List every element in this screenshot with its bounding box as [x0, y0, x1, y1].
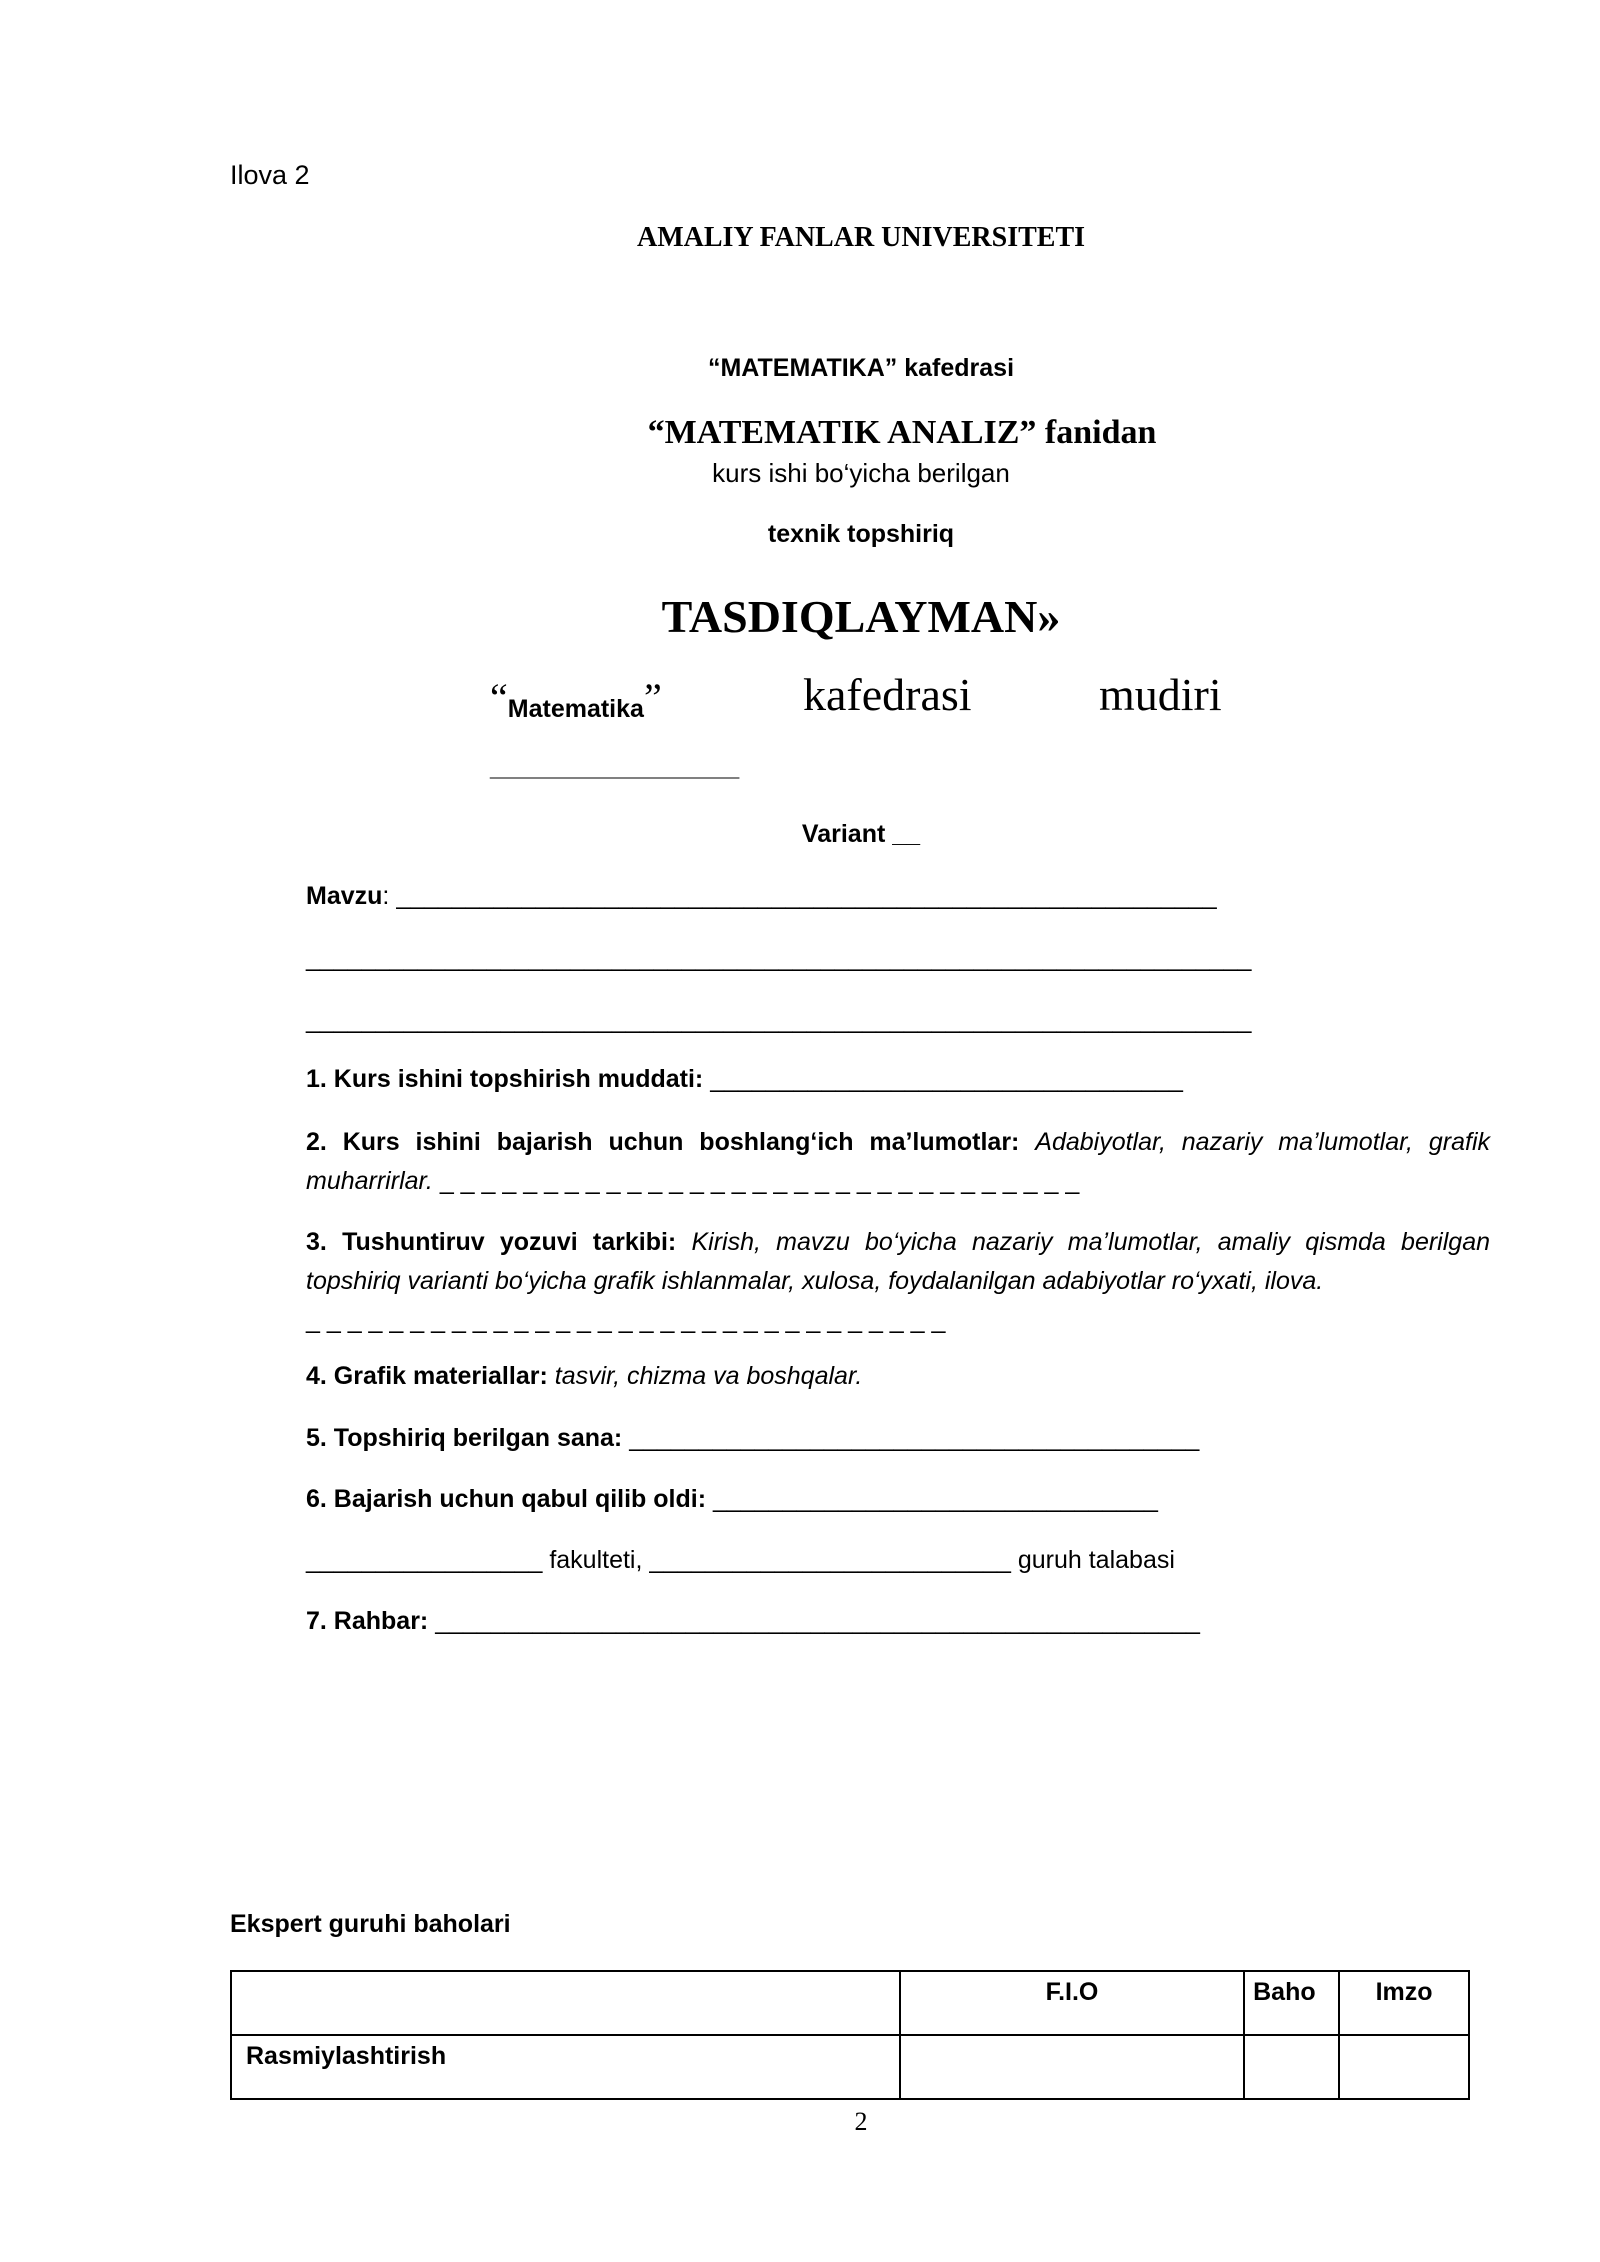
student-line [306, 1546, 1175, 1575]
department-name: Matematika [507, 695, 644, 723]
table-cell [900, 2035, 1244, 2099]
student-faculty-label: fakulteti, [549, 1546, 643, 1574]
table-cell [1339, 2035, 1469, 2099]
topic-blank-1: ___________________________________________________________ [396, 882, 1217, 910]
open-quote: “ [490, 675, 508, 720]
topic-label: Mavzu [306, 882, 383, 910]
experts-table [230, 1970, 1470, 2100]
annex-label: Ilova 2 [230, 160, 310, 190]
table-cell: Rasmiylashtirish [231, 2035, 900, 2099]
item-explanatory-note-blank: _ _ _ _ _ _ _ _ _ _ _ _ _ _ _ _ _ _ _ _ _ _ _ _ _ _ _ _ _ _ _ [306, 1306, 946, 1334]
item-initial-data-blank: _ _ _ _ _ _ _ _ _ _ _ _ _ _ _ _ _ _ _ _ _ _ _ _ _ _ _ _ _ _ _ [439, 1167, 1080, 1195]
topic-blank-3: ____________________________________________________________________ [306, 1006, 1252, 1034]
close-quote: ” [643, 675, 662, 720]
table-cell [1244, 2035, 1339, 2099]
item-explanatory-note [306, 1223, 1490, 1340]
item-supervisor-blank: _______________________________________________________ [435, 1607, 1200, 1635]
item-supervisor-label: 7. Rahbar: [306, 1607, 429, 1635]
item-initial-data [306, 1123, 1490, 1201]
experts-header-cell: Imzo [1339, 1971, 1469, 2035]
item-initial-data-label: 2. Kurs ishini bajarish uchun boshlang‘ich ma’lumotlar: [306, 1128, 1020, 1156]
subject-line: “MATEMATIK ANALIZ” fanidan [647, 414, 1157, 451]
item-issue-date-blank: _________________________________________ [629, 1424, 1200, 1452]
item-explanatory-note-text: Kirish, mavzu bo‘yicha nazariy ma’lumotlar, amaliy qismda berilgan topshiriq varianti bo‘yicha grafik ishlanmalar, xulosa, foydalanilgan adabiyotlar ro‘yxati, ilova. [306, 1228, 1490, 1295]
topic-blank-2: ____________________________________________________________________ [306, 944, 1252, 972]
approve-heading: TASDIQLAYMAN» [661, 591, 1061, 642]
subtitle-technical-task: texnik topshiriq [767, 520, 955, 548]
item-explanatory-note-label: 3. Tushuntiruv yozuvi tarkibi: [306, 1228, 677, 1256]
item-accepted-by [306, 1485, 1158, 1514]
department-head-line [490, 674, 662, 724]
student-group-blank: __________________________ [649, 1546, 1011, 1574]
student-group-label: guruh talabasi [1017, 1546, 1175, 1574]
experts-header-cell [231, 1971, 900, 2035]
subtitle-course-work: kurs ishi bo‘yicha berilgan [712, 458, 1010, 488]
item-deadline-label: 1. Kurs ishini topshirish muddati: [306, 1065, 704, 1093]
department-line: “MATEMATIKA” kafedrasi [707, 354, 1015, 382]
item-issue-date-label: 5. Topshiriq berilgan sana: [306, 1424, 623, 1452]
student-faculty-blank: _________________ [306, 1546, 543, 1574]
experts-header-row [231, 1971, 1469, 2035]
item-initial-data-text: Adabiyotlar, nazariy ma’lumotlar, grafik muharrirlar. [306, 1128, 1491, 1195]
university-name: AMALIY FANLAR UNIVERSITETI [636, 222, 1086, 253]
item-accepted-by-label: 6. Bajarish uchun qabul qilib oldi: [306, 1485, 707, 1513]
page-number: 2 [854, 2107, 868, 2136]
item-deadline-blank: __________________________________ [710, 1065, 1183, 1093]
item-deadline [306, 1065, 1183, 1094]
topic-line [306, 882, 1217, 911]
item-graphic-materials [306, 1362, 862, 1391]
topic-colon: : [382, 882, 390, 910]
experts-header-cell: F.I.O [900, 1971, 1244, 2035]
experts-title: Ekspert guruhi baholari [230, 1910, 511, 1938]
table-row [231, 2035, 1469, 2099]
head-word-chair: mudiri [1099, 669, 1222, 720]
item-supervisor [306, 1607, 1200, 1636]
item-issue-date [306, 1424, 1199, 1453]
item-accepted-by-blank: ________________________________ [712, 1485, 1158, 1513]
variant-line: Variant __ [801, 820, 921, 848]
head-word-department: kafedrasi [803, 669, 972, 720]
item-graphic-materials-label: 4. Grafik materiallar: [306, 1362, 548, 1390]
item-graphic-materials-text: tasvir, chizma va boshqalar. [554, 1362, 863, 1390]
experts-header-cell: Baho [1244, 1971, 1339, 2035]
signature-blank: ________________ [490, 750, 740, 781]
